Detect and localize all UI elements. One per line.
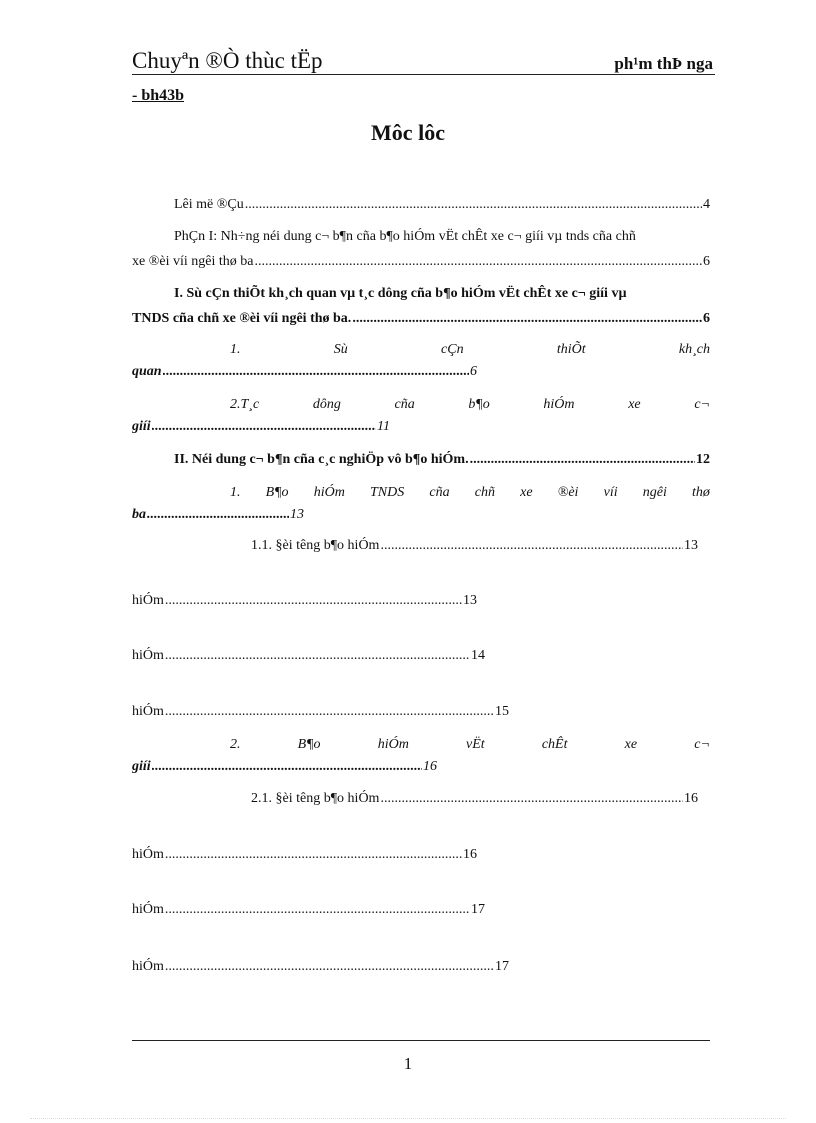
toc-entry-label: 2.1. §èi têng b¶o hiÓm <box>251 791 380 806</box>
leader-dots <box>165 592 462 610</box>
toc-word: hiÓm <box>543 397 575 412</box>
toc-entry[interactable] <box>230 341 710 359</box>
toc-page-number: 6 <box>470 364 477 379</box>
toc-entry-label: ba <box>132 507 146 522</box>
leader-dots <box>165 958 494 976</box>
page-header <box>132 46 715 75</box>
toc-entry-label: hiÓm <box>132 902 164 917</box>
toc-entry-label: hiÓm <box>132 648 164 663</box>
toc-word: hiÓm <box>377 737 409 752</box>
toc-word: ®èi <box>557 485 579 500</box>
toc-entry[interactable] <box>230 396 710 414</box>
toc-entry-label: xe ®èi víi ngêi thø ba <box>132 254 254 269</box>
toc-entry-cont[interactable] <box>132 703 509 721</box>
leader-dots <box>165 647 470 665</box>
toc-entry-cont[interactable] <box>132 418 390 436</box>
toc-page-number: 17 <box>471 902 485 917</box>
toc-entry-cont[interactable] <box>132 901 485 919</box>
leader-dots <box>352 310 702 328</box>
toc-entry[interactable] <box>230 484 710 502</box>
toc-entry[interactable] <box>174 196 710 214</box>
toc-entry-label: quan <box>132 364 162 379</box>
toc-word: 2.T¸c <box>230 397 260 412</box>
toc-entry-label: Lêi më ®Çu <box>174 197 244 212</box>
toc-entry-cont[interactable] <box>132 846 477 864</box>
toc-word: hiÓm <box>313 485 345 500</box>
leader-dots <box>163 363 469 381</box>
toc-word: c¬ <box>694 397 710 412</box>
toc-word: B¶o <box>265 485 289 500</box>
toc-entry-cont[interactable] <box>132 253 710 271</box>
page-title: Môc lôc <box>371 120 445 145</box>
page-number: 1 <box>403 1054 413 1073</box>
header-title: Chuyªn ®Ò thùc tËp <box>132 48 323 73</box>
header-author: ph¹m thÞ nga <box>614 54 713 73</box>
toc-entry-label: PhÇn I: Nh÷ng néi dung c¬ b¶n cña b¶o hiÓm vËt chÊt xe c¬ giíi vµ tnds cña chñ <box>174 229 636 244</box>
leader-dots <box>254 253 702 271</box>
footer-rule <box>132 1040 710 1041</box>
toc-word: thø <box>692 485 710 500</box>
leader-dots <box>165 901 470 919</box>
page-edge-divider <box>30 1118 786 1119</box>
toc-entry-label: TNDS cña chñ xe ®èi víi ngêi thø ba. <box>132 311 352 326</box>
toc-word: chÊt <box>541 737 568 752</box>
leader-dots <box>470 451 695 469</box>
toc-entry-cont[interactable] <box>132 310 710 328</box>
toc-word: cÇn <box>441 342 464 357</box>
toc-page-number: 12 <box>696 452 710 467</box>
toc-entry-label: I. Sù cÇn thiÕt kh¸ch quan vµ t¸c dông cña b¶o hiÓm vËt chÊt xe c¬ giíi vµ <box>174 286 627 301</box>
toc-entry[interactable] <box>251 537 698 555</box>
leader-dots <box>147 506 289 524</box>
toc-word: TNDS <box>369 485 405 500</box>
toc-entry-cont[interactable] <box>132 592 477 610</box>
toc-entry[interactable] <box>174 285 710 303</box>
toc-word: xe <box>624 737 638 752</box>
leader-dots <box>245 196 702 214</box>
toc-word: ngêi <box>642 485 667 500</box>
toc-entry[interactable] <box>174 451 710 469</box>
toc-page-number: 15 <box>495 704 509 719</box>
toc-word: xe <box>628 397 641 412</box>
toc-entry-label: 1.1. §èi têng b¶o hiÓm <box>251 538 380 553</box>
toc-word: 2. <box>230 737 241 752</box>
leader-dots <box>152 758 422 776</box>
toc-word: dông <box>312 397 341 412</box>
toc-word: b¶o <box>468 397 490 412</box>
toc-entry-cont[interactable] <box>132 647 485 665</box>
toc-page-number: 13 <box>290 507 304 522</box>
toc-entry-label: hiÓm <box>132 593 164 608</box>
toc-word: cña <box>394 397 415 412</box>
leader-dots <box>165 703 494 721</box>
toc-entry-cont[interactable] <box>132 758 437 776</box>
toc-word: víi <box>603 485 618 500</box>
toc-entry-label: hiÓm <box>132 959 164 974</box>
toc-word: 1. <box>230 342 241 357</box>
toc-page-number: 13 <box>684 538 698 553</box>
toc-page-number: 16 <box>423 759 437 774</box>
toc-word: thiÕt <box>556 342 586 357</box>
toc-word: B¶o <box>297 737 321 752</box>
toc-entry-cont[interactable] <box>132 958 509 976</box>
toc-entry-label: giíi <box>132 419 151 434</box>
toc-word: vËt <box>466 737 485 752</box>
toc-word: c¬ <box>694 737 710 752</box>
toc-entry-cont[interactable] <box>132 506 304 524</box>
toc-page-number: 6 <box>703 311 710 326</box>
toc-word: cña <box>429 485 450 500</box>
toc-word: Sù <box>333 342 348 357</box>
toc-entry-label: giíi <box>132 759 151 774</box>
toc-word: 1. <box>230 485 241 500</box>
toc-entry[interactable] <box>230 736 710 754</box>
leader-dots <box>165 846 462 864</box>
leader-dots <box>380 790 683 808</box>
toc-page-number: 17 <box>495 959 509 974</box>
toc-entry-label: hiÓm <box>132 704 164 719</box>
toc-entry-cont[interactable] <box>132 363 477 381</box>
toc-page-number: 14 <box>471 648 485 663</box>
header-class: - bh43b <box>132 87 185 104</box>
toc-page-number: 16 <box>684 791 698 806</box>
toc-entry[interactable] <box>174 228 710 246</box>
toc-page-number: 4 <box>703 197 710 212</box>
toc-page-number: 13 <box>463 593 477 608</box>
toc-entry-label: hiÓm <box>132 847 164 862</box>
toc-word: xe <box>520 485 533 500</box>
toc-page-number: 11 <box>377 419 390 434</box>
toc-entry-label: II. Néi dung c¬ b¶n cña c¸c nghiÖp vô b¶o hiÓm. <box>174 452 469 467</box>
leader-dots <box>152 418 376 436</box>
leader-dots <box>380 537 683 555</box>
toc-word: kh¸ch <box>678 342 710 357</box>
toc-page-number: 16 <box>463 847 477 862</box>
toc-word: chñ <box>474 485 495 500</box>
toc-entry[interactable] <box>251 790 698 808</box>
toc-page-number: 6 <box>703 254 710 269</box>
